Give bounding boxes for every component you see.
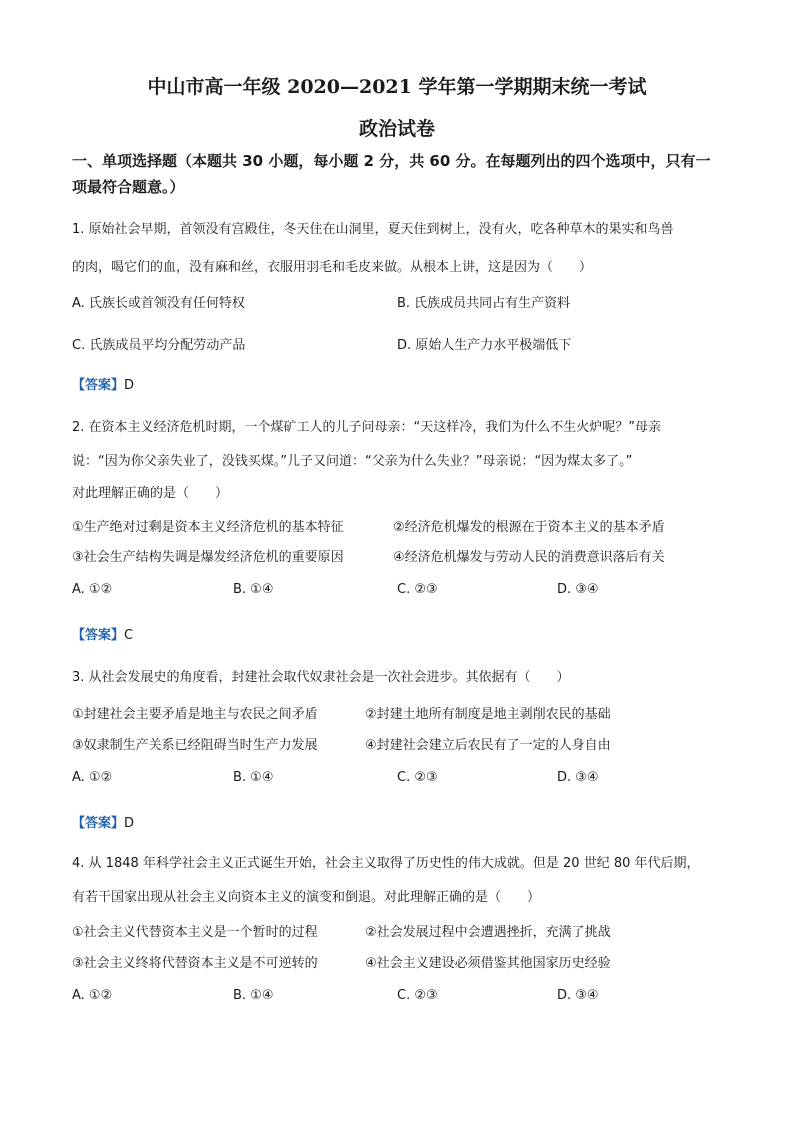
q2-stem-line-2: 说：“因为你父亲失业了，没钱买煤。”儿子又问道：“父亲为什么失业？”母亲说：“因为煤太多了。”	[72, 454, 633, 469]
q2-statement-3: ③社会生产结构失调是爆发经济危机的重要原因	[72, 550, 344, 565]
q1-stem-line-1: 1. 原始社会早期，首领没有宫殿住，冬天住在山洞里，夏天住到树上，没有火，吃各种草木的果实和鸟兽	[72, 222, 674, 237]
q3-answer	[72, 812, 134, 831]
q2-option-c: C. ②③	[397, 582, 438, 597]
q1-option-a: A. 氏族长或首领没有任何特权	[72, 296, 245, 311]
q4-option-b: B. ①④	[233, 988, 274, 1003]
q2-option-b: B. ①④	[233, 582, 274, 597]
q1-option-c: C. 氏族成员平均分配劳动产品	[72, 338, 246, 353]
q2-option-a: A. ①②	[72, 582, 113, 597]
q3-stem-line-1: 3. 从社会发展史的角度看，封建社会取代奴隶社会是一次社会进步。其依据有（ ）	[72, 670, 570, 685]
q2-stem-line-3: 对此理解正确的是（ ）	[72, 486, 229, 501]
q2-option-d: D. ③④	[557, 582, 599, 597]
q1-answer-value: D	[124, 378, 135, 393]
q2-answer	[72, 624, 133, 643]
q4-option-c: C. ②③	[397, 988, 438, 1003]
q2-answer-value: C	[124, 628, 134, 643]
q1-stem-line-2: 的肉，喝它们的血，没有麻和丝，衣服用羽毛和毛皮来做。从根本上讲，这是因为（ ）	[72, 260, 593, 275]
q4-stem-line-2: 有若干国家出现从社会主义向资本主义的演变和倒退。对此理解正确的是（ ）	[72, 890, 541, 905]
q4-option-d: D. ③④	[557, 988, 599, 1003]
q1-option-b: B. 氏族成员共同占有生产资料	[397, 296, 571, 311]
answer-tag: 【答案】	[72, 378, 125, 393]
q2-statement-1: ①生产绝对过剩是资本主义经济危机的基本特征	[72, 520, 344, 535]
q2-statement-2: ②经济危机爆发的根源在于资本主义的基本矛盾	[393, 520, 665, 535]
answer-tag: 【答案】	[72, 816, 125, 831]
q3-statement-4: ④封建社会建立后农民有了一定的人身自由	[365, 738, 611, 753]
q3-option-c: C. ②③	[397, 770, 438, 785]
section-heading: 一、单项选择题（本题共 30 小题，每小题 2 分，共 60 分。在每题列出的四个选项中，只有一项最符合题意。）	[72, 152, 711, 196]
q4-stem-line-1: 4. 从 1848 年科学社会主义正式诞生开始，社会主义取得了历史性的伟大成就。但是 20 世纪 80 年代后期，	[72, 856, 700, 871]
q1-option-d: D. 原始人生产力水平极端低下	[397, 338, 572, 353]
q3-answer-value: D	[124, 816, 135, 831]
q3-option-a: A. ①②	[72, 770, 113, 785]
q4-statement-4: ④社会主义建设必须借鉴其他国家历史经验	[365, 956, 611, 971]
q4-statement-3: ③社会主义终将代替资本主义是不可逆转的	[72, 956, 318, 971]
q1-answer	[72, 374, 134, 393]
q4-option-a: A. ①②	[72, 988, 113, 1003]
q3-statement-2: ②封建土地所有制度是地主剥削农民的基础	[365, 707, 611, 722]
q2-stem-line-1: 2. 在资本主义经济危机时期，一个煤矿工人的儿子问母亲：“天这样冷，我们为什么不生火炉呢？”母亲	[72, 420, 662, 435]
q3-statement-3: ③奴隶制生产关系已经阻碍当时生产力发展	[72, 738, 318, 753]
q3-option-b: B. ①④	[233, 770, 274, 785]
q3-option-d: D. ③④	[557, 770, 599, 785]
answer-tag: 【答案】	[72, 628, 125, 643]
q4-statement-2: ②社会发展过程中会遭遇挫折，充满了挑战	[365, 925, 611, 940]
q2-statement-4: ④经济危机爆发与劳动人民的消费意识落后有关	[393, 550, 665, 565]
exam-title: 中山市高一年级 2020—2021 学年第一学期期末统一考试	[147, 76, 647, 98]
q3-statement-1: ①封建社会主要矛盾是地主与农民之间矛盾	[72, 707, 318, 722]
exam-subtitle: 政治试卷	[358, 118, 435, 140]
q4-statement-1: ①社会主义代替资本主义是一个暂时的过程	[72, 925, 318, 940]
